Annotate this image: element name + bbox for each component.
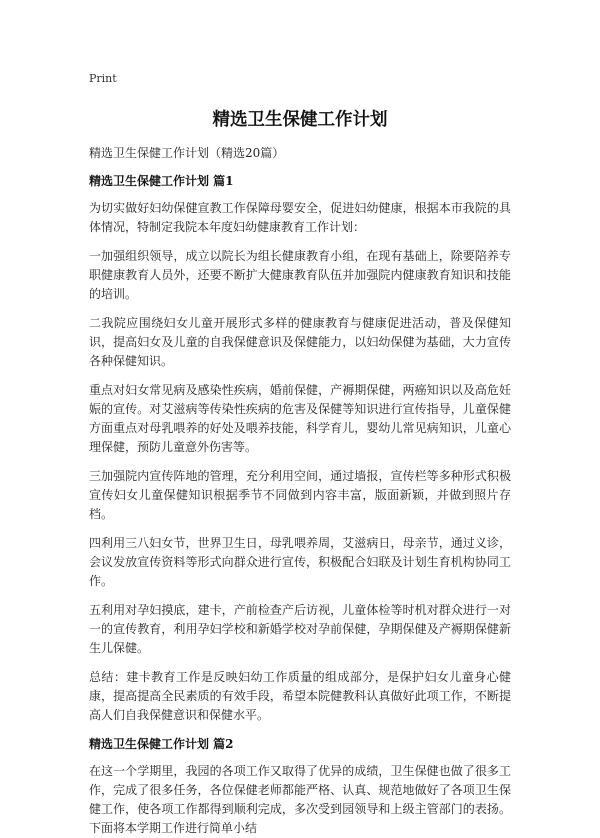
paragraph: 一加强组织领导，成立以院长为组长健康教育小组，在现有基础上，除要陪养专职健康教育人员外，还要不断扩大健康教育队伍并加强院内健康教育知识和技能的培训。: [89, 249, 511, 301]
paragraph: 二我院应围绕妇女儿童开展形式多样的健康教育与健康促进活动，普及保健知识，提高妇女及儿童的自我保健意识及保健能力，以妇幼保健为基础，大力宣传各种保健知识。: [89, 316, 511, 368]
print-label: Print: [89, 72, 117, 85]
document-subtitle: 精选卫生保健工作计划（精选20篇）: [89, 146, 285, 160]
paragraph: 五利用对孕妇摸底，建卡，产前检查产后访视，儿童体检等时机对群众进行一对一的宣传教育，利用孕妇学校和新婚学校对孕前保健，孕期保健及产褥期保健新生儿保健。: [89, 603, 511, 655]
paragraph: 为切实做好妇幼保健宣教工作保障母婴安全，促进妇幼健康，根据本市我院的具体情况，特制定我院本年度妇幼健康教育工作计划：: [89, 201, 511, 234]
document-title: 精选卫生保健工作计划: [212, 110, 388, 130]
paragraph: 四利用三八妇女节，世界卫生日，母乳喂养周，艾滋病日，母亲节，通过义诊，会议发放宣传资料等形式向群众进行宣传，积极配合妇联及计划生育机构协同工作。: [89, 536, 511, 588]
paragraph: 总结：建卡教育工作是反映妇幼工作质量的组成部分，是保护妇女儿童身心健康，提高提高全民素质的有效手段，希望本院健教科认真做好此项工作，不断提高人们自我保健意识和保健水平。: [89, 670, 511, 722]
paragraph: 重点对妇女常见病及感染性疾病，婚前保健，产褥期保健，两癌知识以及高危妊娠的宣传。对艾滋病等传染性疾病的危害及保健等知识进行宣传指导，儿童保健方面重点对母乳喂养的好处及喂养技能，科学育儿，婴幼儿常见病知识，儿童心理保健，预防儿童意外伤害等。: [89, 383, 511, 454]
paragraph: 在这一个学期里，我园的各项工作又取得了优异的成绩，卫生保健也做了很多工作，完成了很多任务，各位保健老师都能严格、认真、规范地做好了各项卫生保健工作，使各项工作都得到顺利完成，多次受到园领导和上级主管部门的表扬。下面将本学期工作进行简单小结: [89, 764, 511, 835]
paragraph: 三加强院内宣传阵地的管理，充分利用空间，通过墙报，宣传栏等多种形式积极宣传妇女儿童保健知识根据季节不同做到内容丰富，版面新颖，并做到照片存档。: [89, 469, 511, 521]
section-heading: 精选卫生保健工作计划 篇2: [89, 737, 234, 751]
section-heading: 精选卫生保健工作计划 篇1: [89, 174, 234, 188]
